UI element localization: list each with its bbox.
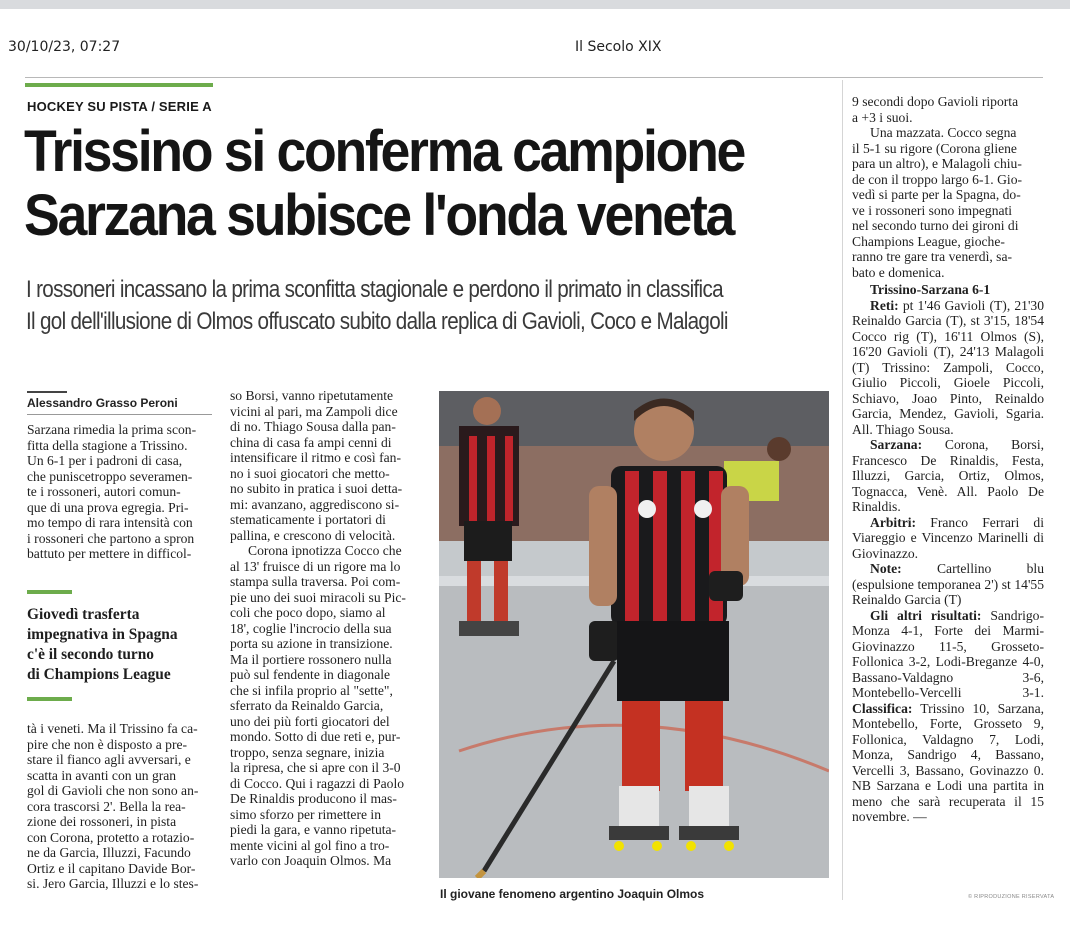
arbitri-text: Franco Ferrari di Viareggio e Vincenzo Marinelli di Giovinazzo. (852, 514, 1044, 561)
sarzana-text: Corona, Borsi, Francesco De Rinaldis, Festa, Illuzzi, Garcia, Ortiz, Olmos, Tognacca, Venè. All. Paolo De Rinaldis. (852, 437, 1044, 514)
label-risultati: Gli altri risultati: (870, 607, 982, 623)
text-line: stematicamente i portatori di (230, 512, 386, 527)
subhead-line-2: Il gol dell'illusione di Olmos offuscato subito dalla replica di Gavioli, Coco e Malagoli (26, 308, 728, 335)
pull-quote (27, 605, 213, 685)
headline-line-1: Trissino si conferma campione (24, 119, 745, 184)
note-text: Cartellino blu (espulsione temporanea 2') st 14'55 Reinaldo Garcia (T) (852, 561, 1044, 607)
browser-top-strip (0, 0, 1070, 9)
risultati-text: Sandrigo-Monza 4-1, Forte dei Marmi-Giovinazzo 11-5, Grosseto-Follonica 3-2, Lodi-Breganze 4-0, Bassano-Valdagno 3-6, Montebello-Vercelli 3-1. (852, 607, 1044, 700)
text-line: mi: avanzano, aggrediscono si- (230, 496, 400, 512)
text-line: uno dei più forti giocatori del (230, 713, 390, 729)
label-sarzana: Sarzana: (870, 437, 923, 452)
text-line: tà i veneti. Ma il Trissino fa ca- (27, 721, 198, 736)
label-arbitri: Arbitri: (870, 514, 917, 530)
text-line: De Rinaldis producono il mas- (230, 791, 397, 806)
pull-quote-bar-bottom (27, 697, 72, 701)
scoreboard-risultati (852, 608, 1044, 825)
text-line: il 5-1 su rigore (Corona gliene (852, 140, 1017, 156)
text-line: varlo con Joaquin Olmos. Ma (230, 853, 392, 868)
text-line: intensificare il ritmo e così fan- (230, 450, 401, 465)
text-line: Una mazzata. Cocco segna (870, 125, 1017, 140)
text-line: scatta in avanti con un gran (27, 767, 177, 783)
scoreboard-reti (852, 298, 1044, 438)
print-source-title: Il Secolo XIX (575, 39, 662, 55)
article-column-right (852, 94, 1044, 825)
text-line: di no. Thiago Sousa dalla pan- (230, 419, 396, 434)
text-line: gol di Gavioli che non sono an- (27, 783, 199, 798)
text-line: para un altro), e Malagoli chiu- (852, 156, 1022, 171)
text-line: ranno tre gare tra venerdì, sa- (852, 249, 1013, 264)
subheadline (26, 274, 740, 338)
player-photo-illustration (439, 391, 829, 878)
text-line: mo tempo di rara intensità con (27, 515, 193, 530)
text-line: può sul fendente in diagonale (230, 667, 391, 682)
text-line: mente vicini al gol fino a tro- (230, 837, 390, 853)
label-reti: Reti: (870, 297, 899, 313)
text-line: la ripresa, che si apre con il 3-0 (230, 760, 401, 775)
header-rule (25, 77, 1043, 78)
text-line: stare il fianco agli avversari, e (27, 752, 191, 767)
scoreboard-arbitri (852, 515, 1044, 562)
byline: Alessandro Grasso Peroni (27, 396, 178, 410)
text-line: 9 secondi dopo Gavioli riporta (852, 94, 1019, 109)
text-line: simo sforzo per rimettere in (230, 806, 381, 822)
label-classifica: Classifica: (852, 700, 913, 716)
text-line: coli che poco dopo, siamo al (230, 605, 386, 620)
byline-rule (27, 391, 67, 393)
article-column-1-bottom (27, 721, 213, 892)
pull-quote-line: c'è il secondo turno (27, 646, 154, 663)
text-line: si. Jero Garcia, Illuzzi e lo stes- (27, 876, 199, 891)
scoreboard-note (852, 561, 1044, 608)
text-line: vedì si parte per la Spagna, do- (852, 187, 1021, 202)
pull-quote-line: di Champions League (27, 666, 171, 683)
text-line: de con il troppo largo 6-1. Gio- (852, 171, 1023, 187)
text-line: Ortiz e il capitano Davide Bor- (27, 860, 196, 876)
text-line: battuto per mettere in difficol- (27, 546, 192, 561)
scoreboard-title: Trissino-Sarzana 6-1 (870, 282, 991, 297)
pull-quote-line: impegnativa in Spagna (27, 626, 178, 643)
column-divider-right (842, 80, 843, 900)
text-line: ve i rossoneri sono impegnati (852, 202, 1013, 218)
text-line: pire che non è disposto a pre- (27, 736, 188, 752)
text-line: Un 6-1 per i padroni di casa, (27, 453, 183, 468)
article-column-2 (230, 388, 421, 869)
text-line: cora trascorsi 2'. Bella la rea- (27, 798, 186, 814)
text-line: porta su azione in transizione. (230, 636, 393, 651)
byline-underline (27, 414, 212, 415)
text-line: vicini al pari, ma Zampoli dice (230, 403, 398, 419)
text-line: al 13' fruisce di un rigore ma lo (230, 558, 401, 574)
headline-line-2: Sarzana subisce l'onda veneta (24, 183, 734, 248)
classifica-text: Trissino 10, Sarzana, Montebello, Forte, Grosseto 9, Follonica, Valdagno 7, Lodi, Monza, Sandrigo 4, Bassano, Vercelli 3, Bassano, Govinazzo 0. NB Sarzana e Lodi una partita in meno che sarà recuperata il 15 novembre. — (852, 700, 1044, 824)
label-note: Note: (870, 561, 902, 576)
text-line: so Borsi, vanno ripetutamente (230, 388, 394, 403)
text-line: di Cocco. Qui i ragazzi di Paolo (230, 775, 405, 791)
text-line: mondo. Sotto di due reti e, pur- (230, 729, 401, 744)
text-line: a +3 i suoi. (852, 109, 913, 125)
text-line: no i suoi giocatori che metto- (230, 465, 390, 481)
text-line: i rossoneri che partono a spron (27, 530, 195, 546)
photo-caption: Il giovane fenomeno argentino Joaquin Olmos (440, 887, 705, 901)
text-line: 18', coglie l'incrocio della sua (230, 620, 392, 636)
text-line: que di una prova egregia. Pri- (27, 499, 189, 515)
text-line: china di casa fa ampi cenni di (230, 434, 392, 450)
text-line: ne da Garcia, Illuzzi, Facundo (27, 845, 191, 860)
headline (24, 120, 783, 248)
text-line: troppo, senza segnare, inizia (230, 744, 385, 760)
text-line: bato e domenica. (852, 264, 945, 280)
text-line: te i rossoneri, autori comun- (27, 484, 181, 499)
article-column-1-top (27, 422, 213, 562)
text-line: che si infila proprio al "sette", (230, 682, 393, 698)
text-line: pie uno dei suoi miracoli su Pic- (230, 589, 406, 605)
text-line: piedi la gara, e vanno ripetuta- (230, 822, 397, 837)
text-line: sferrato da Reinaldo Garcia, (230, 698, 384, 713)
text-line: Champions League, gioche- (852, 233, 1005, 249)
text-line: con Corona, protetto a rotazio- (27, 829, 195, 845)
scoreboard-sarzana (852, 437, 1044, 515)
print-date: 30/10/23, 07:27 (8, 39, 121, 55)
section-kicker: HOCKEY SU PISTA / SERIE A (27, 99, 212, 114)
reti-text: pt 1'46 Gavioli (T), 21'30 Reinaldo Garcia (T), st 3'15, 18'54 Cocco rig (T), 16'11 Olmos (S), 16'20 Gavioli (T), 24'13 Malagoli (T) Trissino: Zampoli, Cocco, Giulio Piccoli, Gioele Piccoli, Schiavo, Joao Pinto, Reinaldo Garcia, Mendez, Gavioli, Sgaria. All. Thiago Sousa. (852, 297, 1044, 437)
text-line: Sarzana rimedia la prima scon- (27, 422, 197, 437)
text-line: fitta della stagione a Trissino. (27, 437, 188, 453)
text-line: no subito in pratica i suoi detta- (230, 481, 403, 496)
subhead-line-1: I rossoneri incassano la prima sconfitta stagionale e perdono il primato in classifica (26, 276, 723, 303)
text-line: zione dei rossoneri, in pista (27, 814, 177, 829)
text-line: Ma il portiere rossonero nulla (230, 651, 392, 667)
text-line: stampa sulla traversa. Poi com- (230, 574, 401, 589)
article-photo (439, 391, 829, 878)
text-line: Corona ipnotizza Cocco che (248, 543, 402, 558)
kicker-accent-bar (25, 83, 213, 87)
text-line: pallina, e crescono di velocità. (230, 527, 396, 543)
copyright-notice: © RIPRODUZIONE RISERVATA (968, 894, 1055, 900)
text-line: che puniscetroppo severamen- (27, 468, 193, 484)
pull-quote-line: Giovedì trasferta (27, 606, 140, 623)
text-line: nel secondo turno dei gironi di (852, 218, 1019, 233)
pull-quote-bar-top (27, 590, 72, 594)
